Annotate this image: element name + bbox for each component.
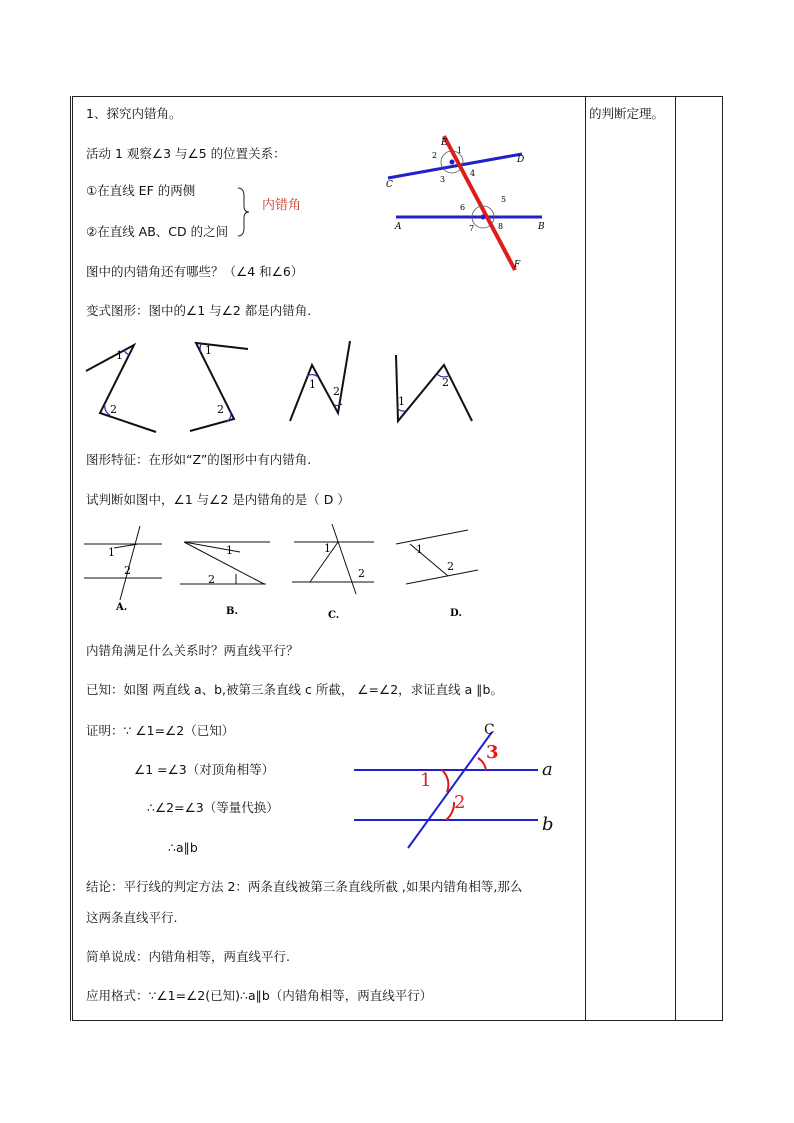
conclusion-line-1: 结论：平行线的判定方法 2：两条直线被第三条直线所截 ,如果内错角相等,那么 (86, 879, 523, 894)
quiz-option-b: B. (226, 606, 238, 617)
svg-text:1: 1 (205, 344, 212, 357)
svg-text:1: 1 (108, 546, 115, 559)
quiz-option-c: C. (328, 610, 340, 621)
proof-line-2: ∠1 =∠3（对顶角相等） (134, 762, 275, 777)
quiz-figure-b (180, 542, 270, 617)
arc-1 (442, 770, 448, 792)
quiz-option-d: D. (450, 608, 462, 619)
given-statement: 已知：如图 两直线 a、b,被第三条直线 c 所截， ∠=∠2，求证直线 a ∥b。 (86, 682, 503, 697)
quiz-figure-a (84, 526, 162, 613)
svg-text:1: 1 (324, 542, 331, 555)
figure-interior-angles (380, 132, 560, 277)
application-format: 应用格式：∵∠1=∠2(已知)∴a∥b（内错角相等，两直线平行） (86, 988, 433, 1003)
variant-figures (80, 335, 480, 440)
svg-text:2: 2 (110, 403, 117, 416)
quiz-option-a: A. (116, 602, 128, 613)
conclusion-line-2: 这两条直线平行. (86, 910, 178, 925)
svg-text:2: 2 (442, 376, 449, 389)
svg-text:2: 2 (217, 403, 224, 416)
label-D: D (517, 155, 525, 165)
proof-line-4: ∴a∥b (168, 840, 198, 855)
figure-feature-text: 图形特征：在形如“Z”的图形中有内错角. (86, 452, 312, 467)
svg-text:2: 2 (333, 385, 340, 398)
angle-label-5: 5 (501, 195, 507, 204)
label-2: 2 (454, 792, 466, 813)
variant-figure-2 (190, 343, 248, 431)
right-column-note: 的判断定理。 (589, 106, 665, 121)
arc-3 (478, 758, 486, 770)
quiz-figure-c (292, 524, 374, 621)
svg-text:2: 2 (358, 567, 365, 580)
angle-label-4: 4 (470, 169, 476, 178)
section-heading: 1、探究内错角。 (86, 106, 182, 121)
short-statement: 简单说成：内错角相等，两直线平行. (86, 949, 290, 964)
label-B: B (538, 222, 545, 232)
variant-figure-4 (396, 355, 472, 421)
question-other-angles: 图中的内错角还有哪些？（∠4 和∠6） (86, 264, 304, 279)
label-C: C (386, 180, 393, 190)
svg-text:1: 1 (116, 349, 123, 362)
arc-2 (446, 802, 454, 820)
proof-line-1: 证明：∵ ∠1=∠2（已知） (86, 723, 235, 738)
condition-1: ①在直线 EF 的两侧 (86, 183, 196, 198)
activity-1: 活动 1 观察∠3 与∠5 的位置关系： (86, 146, 286, 161)
label-E: E (441, 138, 448, 148)
column-divider-1 (585, 97, 586, 1020)
variant-figures-text: 变式图形：图中的∠1 与∠2 都是内错角. (86, 303, 312, 318)
bracket-label: 内错角 (262, 198, 302, 213)
svg-text:1: 1 (226, 544, 233, 557)
table-left-border-double (70, 96, 71, 1021)
angle-label-1: 1 (457, 146, 463, 155)
angle-label-2: 2 (432, 151, 438, 160)
angle-label-3: 3 (440, 175, 446, 184)
svg-text:1: 1 (416, 543, 423, 556)
svg-text:1: 1 (398, 395, 405, 408)
label-b: b (542, 814, 554, 835)
quiz-figures (80, 520, 490, 625)
angle-label-8: 8 (498, 222, 504, 231)
svg-text:2: 2 (124, 564, 131, 577)
label-A: A (395, 222, 402, 232)
proof-figure (350, 720, 562, 852)
quiz-question: 试判断如图中，∠1 与∠2 是内错角的是（ D ） (86, 492, 350, 507)
label-1: 1 (420, 770, 432, 791)
label-F: F (514, 260, 521, 270)
label-c: C (484, 722, 495, 738)
label-a: a (542, 759, 553, 780)
proof-line-3: ∴∠2=∠3（等量代换） (147, 800, 279, 815)
brace-bracket (236, 186, 252, 238)
column-divider-2 (675, 97, 676, 1020)
variant-figure-1 (86, 345, 156, 432)
svg-text:1: 1 (309, 378, 316, 391)
label-3: 3 (486, 742, 499, 763)
question-parallel: 内错角满足什么关系时？两直线平行？ (86, 643, 299, 658)
variant-figure-3 (290, 341, 350, 421)
quiz-figure-d (396, 530, 478, 619)
svg-text:2: 2 (447, 560, 454, 573)
angle-label-6: 6 (460, 203, 466, 212)
condition-2: ②在直线 AB、CD 的之间 (86, 224, 229, 239)
svg-text:2: 2 (208, 573, 215, 586)
angle-label-7: 7 (469, 224, 475, 233)
